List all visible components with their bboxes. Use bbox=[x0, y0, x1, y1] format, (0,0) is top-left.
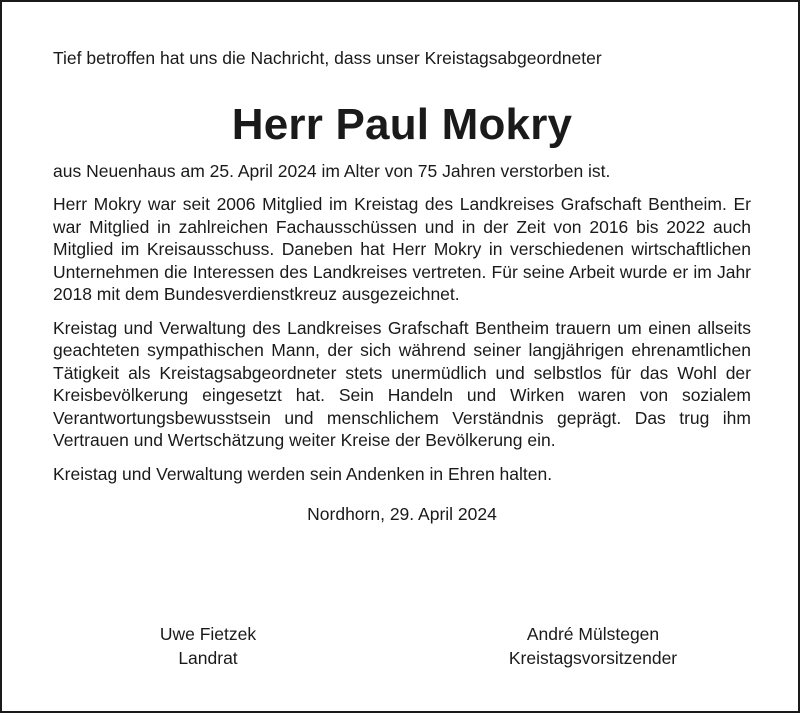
signature-block bbox=[53, 622, 751, 672]
intro-text: Tief betroffen hat uns die Nachricht, dass unser Kreistagsabgeordneter bbox=[53, 48, 602, 68]
paragraph-remembrance: Kreistag und Verwaltung werden sein Andenken in Ehren halten. bbox=[53, 463, 553, 484]
signature-right bbox=[473, 622, 713, 670]
signatory-title: Landrat bbox=[178, 648, 238, 668]
signature-left bbox=[133, 622, 283, 670]
deceased-name: Herr Paul Mokry bbox=[231, 99, 573, 149]
notice-content bbox=[53, 47, 751, 526]
paragraph-death-notice: aus Neuenhaus am 25. April 2024 im Alter von 75 Jahren verstorben ist. bbox=[53, 160, 611, 181]
signatory-name: André Mülstegen bbox=[526, 624, 660, 644]
paragraph-tribute: Kreistag und Verwaltung des Landkreises Grafschaft Bentheim trauern um einen allseits geachteten sympathischen Mann, der sich während seiner langjährigen ehrenamtlichen Tätigkeit als Kreistagsabgeordneter stets unermüdlich und selbstlos für das Wohl der Kreisbevölkerung eingesetzt hat. Sein Handeln und Wirken waren von sozialem Verantwortungsbewusstsein und menschlichem Verständnis geprägt. Das trug ihm Vertrauen und Wertschätzung weiter Kreise der Bevölkerung ein. bbox=[53, 317, 751, 451]
place-and-date: Nordhorn, 29. April 2024 bbox=[307, 504, 497, 525]
paragraph-career: Herr Mokry war seit 2006 Mitglied im Kreistag des Landkreises Grafschaft Bentheim. Er war Mitglied in zahlreichen Fachausschüssen und in der Zeit von 2016 bis 2022 auch Mitglied im Kreisausschuss. Daneben hat Herr Mokry in verschiedenen wirtschaftlichen Unternehmen die Interessen des Landkreises vertreten. Für seine Arbeit wurde er im Jahr 2018 mit dem Bundesverdienstkreuz ausgezeichnet. bbox=[53, 194, 751, 305]
signatory-title: Kreistagsvorsitzender bbox=[508, 648, 678, 668]
signatory-name: Uwe Fietzek bbox=[159, 624, 257, 644]
